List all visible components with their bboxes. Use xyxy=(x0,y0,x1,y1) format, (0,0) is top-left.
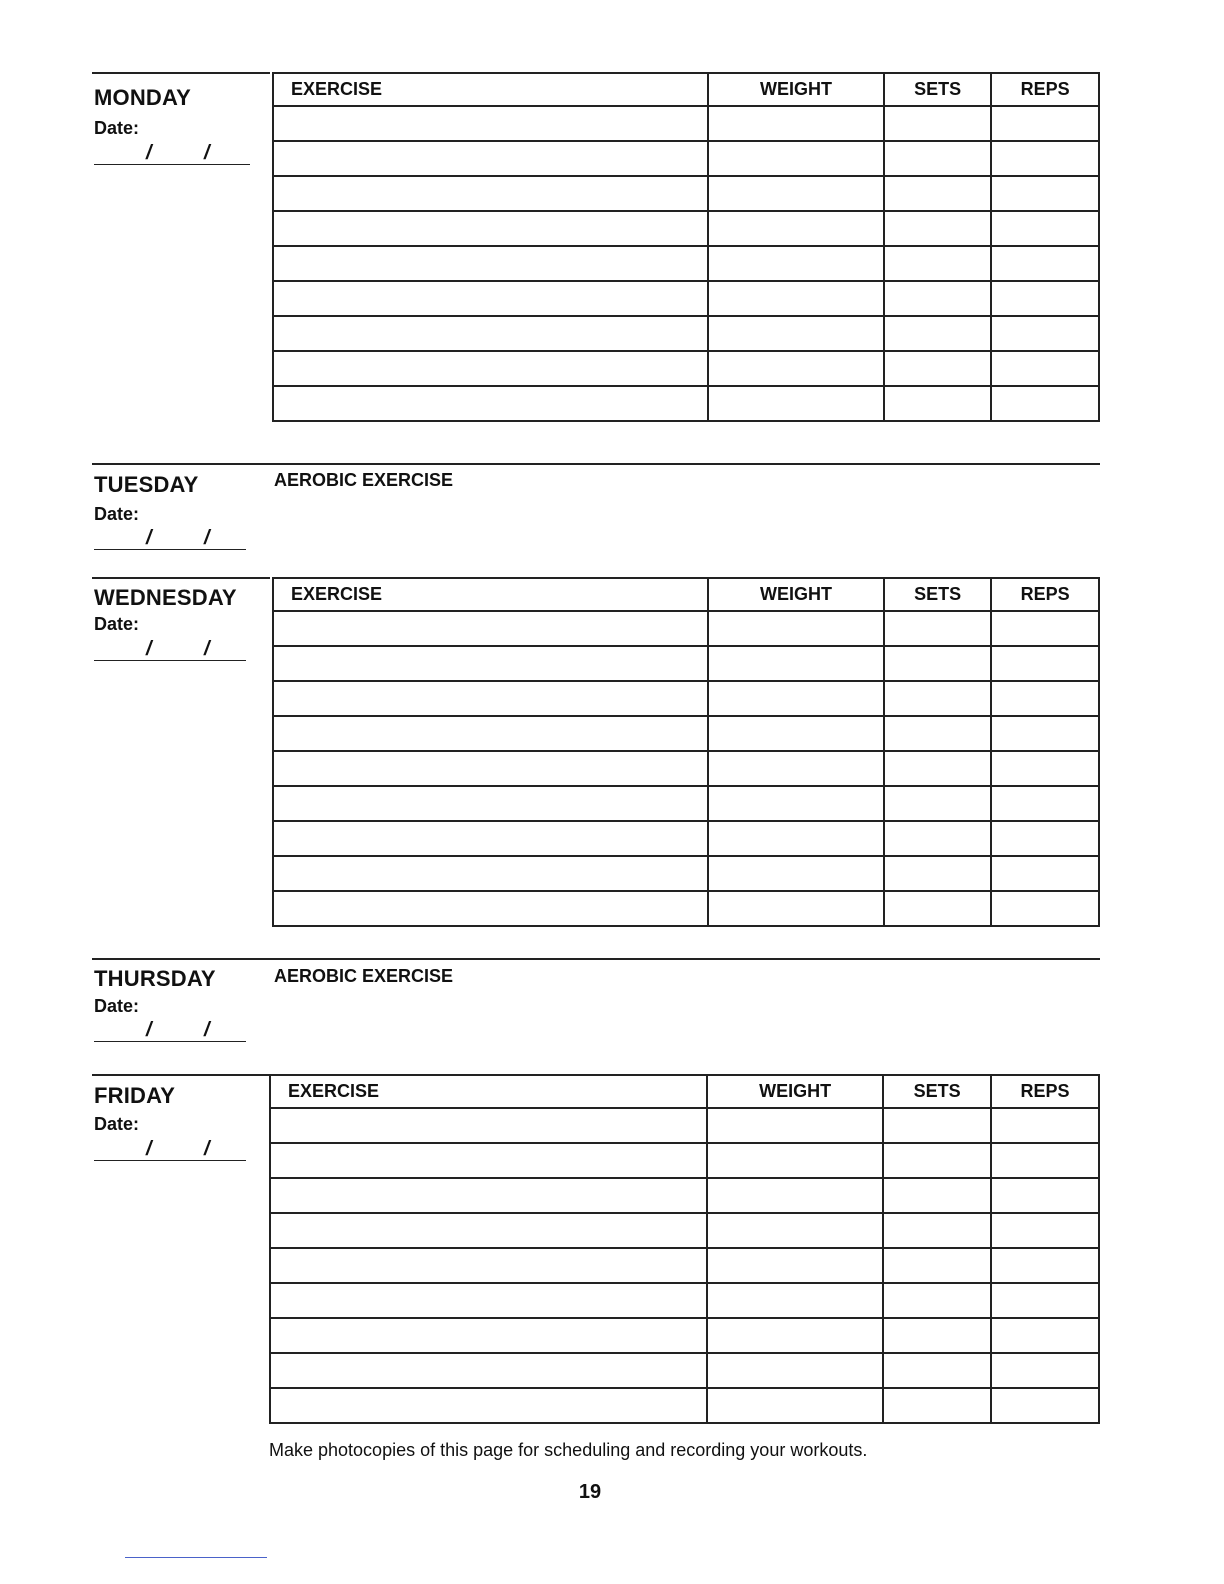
weight-cell[interactable] xyxy=(708,211,884,246)
reps-cell[interactable] xyxy=(991,646,1099,681)
table-row xyxy=(273,351,1099,386)
date-label: Date: xyxy=(94,504,140,524)
sets-cell[interactable] xyxy=(883,1108,991,1143)
weight-cell[interactable] xyxy=(707,1143,883,1178)
date-slash: / xyxy=(204,1138,210,1160)
reps-header: REPS xyxy=(991,73,1099,106)
sets-cell[interactable] xyxy=(883,1178,991,1213)
reps-cell[interactable] xyxy=(991,351,1099,386)
reps-cell[interactable] xyxy=(991,1388,1099,1423)
weight-cell[interactable] xyxy=(708,141,884,176)
sets-cell[interactable] xyxy=(884,891,992,926)
sets-header: SETS xyxy=(883,1075,991,1108)
weight-cell[interactable] xyxy=(708,856,884,891)
table-row xyxy=(270,1143,1099,1178)
sets-cell[interactable] xyxy=(884,786,992,821)
exercise-header: EXERCISE xyxy=(273,578,708,611)
reps-cell[interactable] xyxy=(991,246,1099,281)
table-row xyxy=(270,1108,1099,1143)
sets-cell[interactable] xyxy=(884,856,992,891)
sets-cell[interactable] xyxy=(884,141,992,176)
exercise-cell[interactable] xyxy=(273,681,708,716)
table-row xyxy=(273,246,1099,281)
section-divider xyxy=(92,1074,270,1076)
reps-cell[interactable] xyxy=(991,1353,1099,1388)
exercise-cell[interactable] xyxy=(273,891,708,926)
reps-cell[interactable] xyxy=(991,786,1099,821)
weight-cell[interactable] xyxy=(707,1248,883,1283)
table-header-row xyxy=(273,578,1099,611)
sets-cell[interactable] xyxy=(884,611,992,646)
reps-cell[interactable] xyxy=(991,386,1099,421)
date-slash: / xyxy=(146,638,152,660)
exercise-header: EXERCISE xyxy=(270,1075,707,1108)
sets-cell[interactable] xyxy=(884,646,992,681)
table-row xyxy=(273,176,1099,211)
table-row xyxy=(273,751,1099,786)
date-label: Date: xyxy=(94,1114,140,1134)
exercise-cell[interactable] xyxy=(270,1248,707,1283)
exercise-cell[interactable] xyxy=(273,646,708,681)
reps-header: REPS xyxy=(991,1075,1099,1108)
table-row xyxy=(273,316,1099,351)
table-row xyxy=(270,1248,1099,1283)
weight-cell[interactable] xyxy=(708,751,884,786)
weight-cell[interactable] xyxy=(708,351,884,386)
reps-cell[interactable] xyxy=(991,821,1099,856)
weight-header: WEIGHT xyxy=(708,578,884,611)
weight-cell[interactable] xyxy=(708,386,884,421)
exercise-cell[interactable] xyxy=(273,176,708,211)
workout-log-table xyxy=(272,577,1100,927)
table-row xyxy=(273,141,1099,176)
sets-cell[interactable] xyxy=(884,351,992,386)
table-row xyxy=(273,681,1099,716)
table-row xyxy=(270,1388,1099,1423)
exercise-cell[interactable] xyxy=(273,281,708,316)
reps-cell[interactable] xyxy=(991,716,1099,751)
table-row xyxy=(273,856,1099,891)
date-slash: / xyxy=(146,1138,152,1160)
sets-cell[interactable] xyxy=(884,821,992,856)
day-title: TUESDAY xyxy=(94,472,199,497)
sets-cell[interactable] xyxy=(884,246,992,281)
exercise-cell[interactable] xyxy=(273,611,708,646)
sets-cell[interactable] xyxy=(883,1213,991,1248)
exercise-cell[interactable] xyxy=(273,316,708,351)
exercise-cell[interactable] xyxy=(273,821,708,856)
page-number: 19 xyxy=(578,1481,602,1503)
reps-cell[interactable] xyxy=(991,856,1099,891)
sets-cell[interactable] xyxy=(883,1318,991,1353)
exercise-cell[interactable] xyxy=(273,751,708,786)
table-row xyxy=(273,211,1099,246)
date-slash: / xyxy=(204,638,210,660)
exercise-cell[interactable] xyxy=(270,1108,707,1143)
exercise-cell[interactable] xyxy=(270,1353,707,1388)
weight-cell[interactable] xyxy=(707,1213,883,1248)
sets-cell[interactable] xyxy=(884,176,992,211)
exercise-cell[interactable] xyxy=(270,1283,707,1318)
exercise-cell[interactable] xyxy=(273,351,708,386)
weight-cell[interactable] xyxy=(708,316,884,351)
weight-cell[interactable] xyxy=(708,891,884,926)
weight-cell[interactable] xyxy=(708,611,884,646)
workout-log-table xyxy=(272,72,1100,422)
reps-cell[interactable] xyxy=(991,106,1099,141)
weight-cell[interactable] xyxy=(707,1178,883,1213)
exercise-cell[interactable] xyxy=(270,1178,707,1213)
reps-cell[interactable] xyxy=(991,176,1099,211)
reps-cell[interactable] xyxy=(991,891,1099,926)
date-slash: / xyxy=(204,527,210,549)
reps-cell[interactable] xyxy=(991,611,1099,646)
sets-cell[interactable] xyxy=(884,281,992,316)
section-divider xyxy=(92,577,270,579)
exercise-cell[interactable] xyxy=(273,786,708,821)
table-row xyxy=(273,106,1099,141)
sets-cell[interactable] xyxy=(884,716,992,751)
workout-log-table xyxy=(269,1074,1100,1424)
reps-cell[interactable] xyxy=(991,1178,1099,1213)
exercise-cell[interactable] xyxy=(270,1213,707,1248)
table-row xyxy=(273,611,1099,646)
sets-header: SETS xyxy=(884,73,992,106)
weight-cell[interactable] xyxy=(707,1318,883,1353)
date-label: Date: xyxy=(94,614,140,634)
weight-header: WEIGHT xyxy=(708,73,884,106)
reps-cell[interactable] xyxy=(991,1143,1099,1178)
exercise-cell[interactable] xyxy=(270,1318,707,1353)
sets-cell[interactable] xyxy=(883,1388,991,1423)
table-row xyxy=(273,786,1099,821)
reps-cell[interactable] xyxy=(991,316,1099,351)
table-header-row xyxy=(270,1075,1099,1108)
weight-cell[interactable] xyxy=(708,821,884,856)
date-field[interactable] xyxy=(94,638,246,661)
sets-header: SETS xyxy=(884,578,992,611)
date-slash: / xyxy=(146,142,152,164)
day-title: THURSDAY xyxy=(94,966,216,991)
reps-cell[interactable] xyxy=(991,211,1099,246)
reps-cell[interactable] xyxy=(991,681,1099,716)
exercise-cell[interactable] xyxy=(273,141,708,176)
weight-cell[interactable] xyxy=(707,1388,883,1423)
sets-cell[interactable] xyxy=(883,1353,991,1388)
sets-cell[interactable] xyxy=(884,386,992,421)
table-body xyxy=(273,611,1099,926)
date-slash: / xyxy=(146,527,152,549)
weight-cell[interactable] xyxy=(708,106,884,141)
weight-cell[interactable] xyxy=(708,176,884,211)
table-row xyxy=(270,1318,1099,1353)
sets-cell[interactable] xyxy=(884,681,992,716)
reps-cell[interactable] xyxy=(991,1283,1099,1318)
table-row xyxy=(273,386,1099,421)
day-title: WEDNESDAY xyxy=(94,585,237,610)
exercise-cell[interactable] xyxy=(273,246,708,281)
weight-cell[interactable] xyxy=(708,716,884,751)
sets-cell[interactable] xyxy=(883,1248,991,1283)
reps-cell[interactable] xyxy=(991,141,1099,176)
reps-cell[interactable] xyxy=(991,1248,1099,1283)
sets-cell[interactable] xyxy=(883,1143,991,1178)
date-field[interactable] xyxy=(94,142,250,165)
weight-cell[interactable] xyxy=(708,681,884,716)
date-field[interactable] xyxy=(94,1138,246,1161)
reps-header: REPS xyxy=(991,578,1099,611)
date-field[interactable] xyxy=(94,527,246,550)
sets-cell[interactable] xyxy=(884,211,992,246)
exercise-cell[interactable] xyxy=(273,211,708,246)
table-row xyxy=(270,1178,1099,1213)
table-row xyxy=(273,891,1099,926)
reps-cell[interactable] xyxy=(991,1318,1099,1353)
weight-header: WEIGHT xyxy=(707,1075,883,1108)
table-row xyxy=(273,281,1099,316)
table-row xyxy=(273,716,1099,751)
table-row xyxy=(270,1353,1099,1388)
exercise-cell[interactable] xyxy=(273,856,708,891)
exercise-cell[interactable] xyxy=(270,1388,707,1423)
day-title: MONDAY xyxy=(94,85,191,110)
date-field[interactable] xyxy=(94,1019,246,1042)
exercise-header: EXERCISE xyxy=(273,73,708,106)
aerobic-exercise-label: AEROBIC EXERCISE xyxy=(274,966,454,986)
date-slash: / xyxy=(204,1019,210,1041)
footer-note: Make photocopies of this page for scheduling and recording your workouts. xyxy=(269,1440,868,1460)
reps-cell[interactable] xyxy=(991,751,1099,786)
day-title: FRIDAY xyxy=(94,1083,176,1108)
table-row xyxy=(270,1213,1099,1248)
table-row xyxy=(273,646,1099,681)
section-divider xyxy=(92,72,270,74)
date-label: Date: xyxy=(94,118,140,138)
table-header-row xyxy=(273,73,1099,106)
date-slash: / xyxy=(204,142,210,164)
table-row xyxy=(270,1283,1099,1318)
weight-cell[interactable] xyxy=(708,646,884,681)
sets-cell[interactable] xyxy=(884,106,992,141)
weight-cell[interactable] xyxy=(708,246,884,281)
table-body xyxy=(270,1108,1099,1423)
table-row xyxy=(273,821,1099,856)
reps-cell[interactable] xyxy=(991,281,1099,316)
weight-cell[interactable] xyxy=(708,786,884,821)
sets-cell[interactable] xyxy=(884,751,992,786)
bottom-rule xyxy=(125,1557,267,1558)
date-slash: / xyxy=(146,1019,152,1041)
weight-cell[interactable] xyxy=(707,1283,883,1318)
section-divider xyxy=(92,958,1100,960)
aerobic-exercise-label: AEROBIC EXERCISE xyxy=(274,470,454,490)
section-divider xyxy=(92,463,1100,465)
exercise-cell[interactable] xyxy=(273,716,708,751)
weight-cell[interactable] xyxy=(708,281,884,316)
weight-cell[interactable] xyxy=(707,1108,883,1143)
exercise-cell[interactable] xyxy=(273,106,708,141)
reps-cell[interactable] xyxy=(991,1108,1099,1143)
sets-cell[interactable] xyxy=(883,1283,991,1318)
exercise-cell[interactable] xyxy=(273,386,708,421)
sets-cell[interactable] xyxy=(884,316,992,351)
reps-cell[interactable] xyxy=(991,1213,1099,1248)
weight-cell[interactable] xyxy=(707,1353,883,1388)
date-label: Date: xyxy=(94,996,140,1016)
table-body xyxy=(273,106,1099,421)
exercise-cell[interactable] xyxy=(270,1143,707,1178)
